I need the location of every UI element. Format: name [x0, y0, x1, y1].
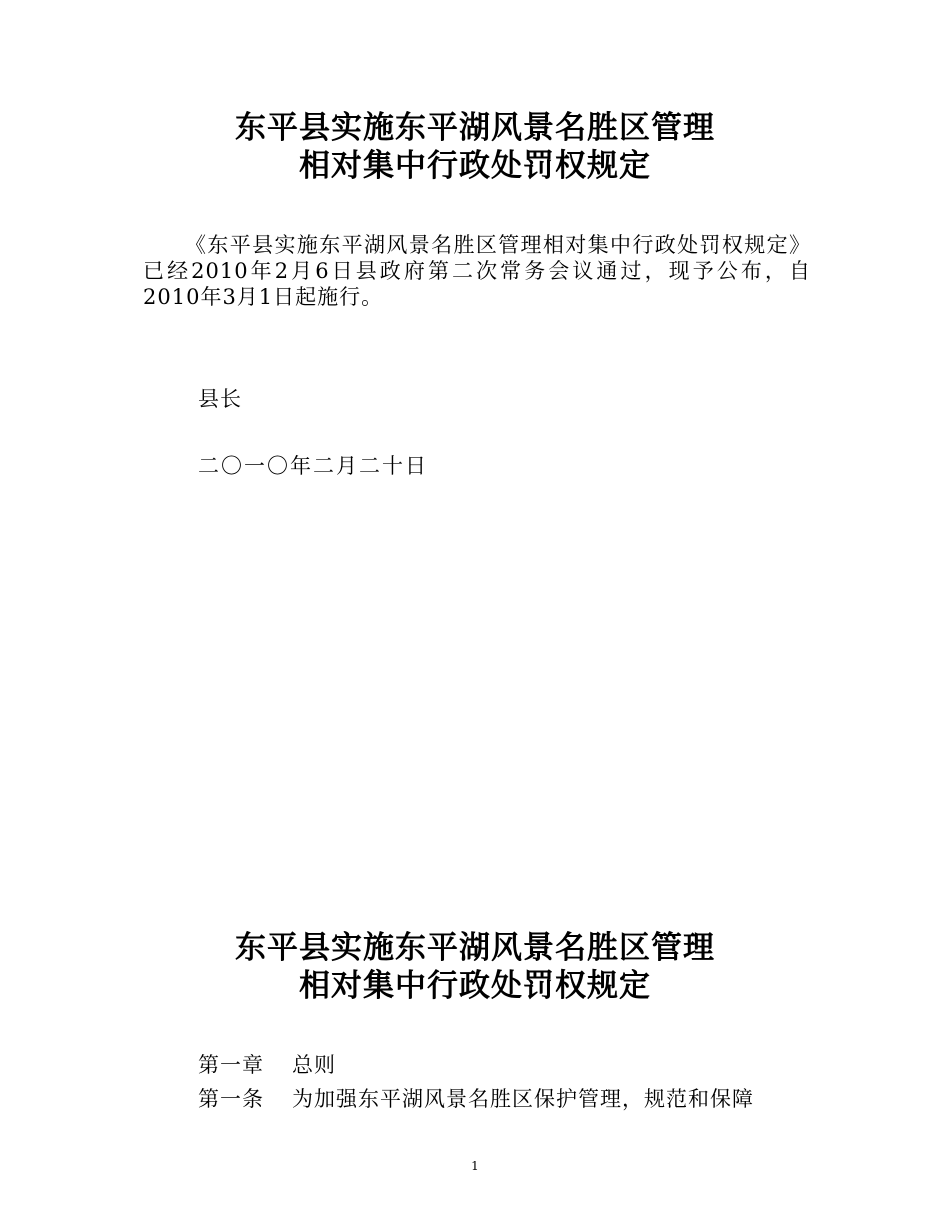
promulgation-title	[0, 109, 950, 185]
title-line-2: 相对集中行政处罚权规定	[299, 148, 651, 184]
signer: 县长	[198, 387, 242, 411]
promulgation-paragraph: 《东平县实施东平湖风景名胜区管理相对集中行政处罚权规定》已经2010年2月6日县政府第二次常务会议通过，现予公布，自2010年3月1日起施行。	[143, 233, 811, 309]
article-label: 第一条	[198, 1087, 264, 1111]
body-title-line-1: 东平县实施东平湖风景名胜区管理	[235, 930, 715, 966]
page-number: 1	[471, 1159, 479, 1173]
chapter-name: 总则	[292, 1053, 336, 1077]
body-title-line-2: 相对集中行政处罚权规定	[299, 968, 651, 1004]
chapter-heading	[198, 1052, 336, 1078]
issue-date: 二〇一〇年二月二十日	[198, 454, 428, 478]
article-text: 为加强东平湖风景名胜区保护管理，规范和保障	[292, 1087, 754, 1111]
chapter-label: 第一章	[198, 1053, 264, 1077]
article-one	[198, 1086, 818, 1112]
title-line-1: 东平县实施东平湖风景名胜区管理	[235, 110, 715, 146]
regulation-title	[0, 929, 950, 1005]
